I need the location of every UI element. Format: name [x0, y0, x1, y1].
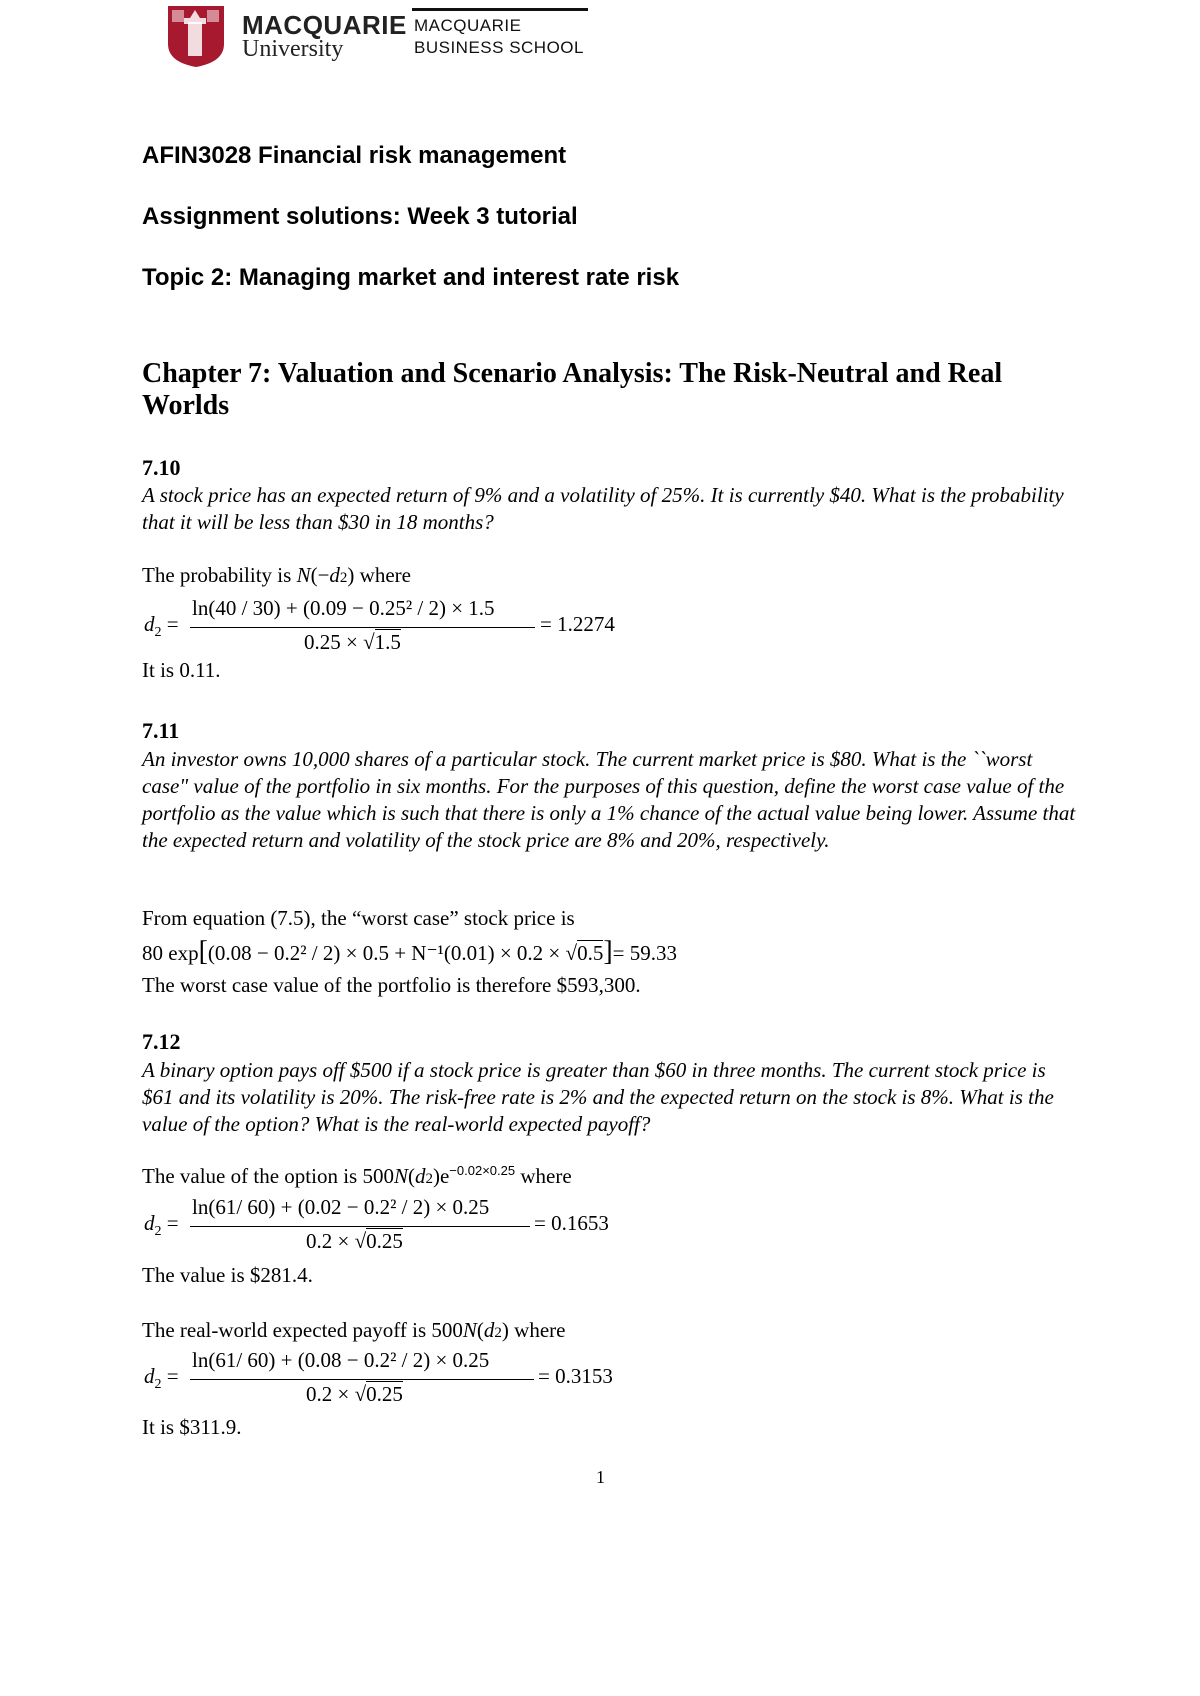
- answer-conclusion: It is $311.9.: [142, 1415, 242, 1439]
- bracket-close: ]: [603, 936, 613, 967]
- question-text: A stock price has an expected return of 9% and a volatility of 25%. It is currently $40. What is the probability that it will be less than $30 in 18 months?: [142, 483, 1064, 534]
- real-world-intro: The real-world expected payoff is 500N(d2) where: [142, 1318, 566, 1342]
- school-logo-rule: [412, 8, 588, 11]
- equation-numerator: ln(61/ 60) + (0.02 − 0.2² / 2) × 0.25: [192, 1195, 490, 1219]
- fraction-bar: [190, 1226, 530, 1227]
- fraction-bar: [190, 1379, 534, 1380]
- equation-numerator: ln(40 / 30) + (0.09 − 0.25² / 2) × 1.5: [192, 596, 495, 620]
- question-number: 7.10: [142, 455, 181, 480]
- equation-denominator: 0.2 × √0.25: [306, 1229, 403, 1253]
- question-text: An investor owns 10,000 shares of a particular stock. The current market price is $80. What is the ``worst case" value of the portfolio in six months. For the purposes of this question, define the worst case value of the portfolio as the value which is such that there is only a 1% chance of the actual value being lower. Assume that the expected return and volatility of the stock price are 8% and 20%, respectively.: [142, 747, 1076, 852]
- question-text: A binary option pays off $500 if a stock price is greater than $60 in three months. The current stock price is $61 and its volatility is 20%. The risk-free rate is 2% and the expected return on the stock is 8%. What is the value of the option? What is the real-world expected payoff?: [142, 1058, 1054, 1136]
- equation-lhs: $d_2$ =: [144, 1211, 179, 1240]
- equation-d2-real: [142, 1348, 642, 1410]
- sqrt-icon: √: [363, 630, 375, 654]
- school-name-line1: MACQUARIE: [414, 16, 522, 35]
- course-title: AFIN3028 Financial risk management: [142, 142, 567, 169]
- equation-denominator: 0.2 × √0.25: [306, 1382, 403, 1406]
- equation-lhs: $d_2$ =: [144, 1364, 179, 1393]
- university-name-line1: MACQUARIE: [242, 10, 407, 40]
- equation-result: = 0.3153: [538, 1364, 613, 1388]
- assignment-title: Assignment solutions: Week 3 tutorial: [142, 203, 578, 230]
- sqrt-icon: √: [354, 1382, 367, 1406]
- answer-conclusion: It is 0.11.: [142, 658, 221, 682]
- university-crest-icon: [166, 4, 226, 68]
- sqrt-icon: √: [354, 1229, 367, 1253]
- equation-d2: [142, 1195, 642, 1257]
- equation-worst-case: 80 exp[(0.08 − 0.2² / 2) × 0.5 + N⁻¹(0.01) × 0.2 × √0.5]= 59.33: [142, 936, 677, 967]
- equation-denominator: 0.25 × √1.5: [304, 630, 401, 654]
- equation-d2: [142, 596, 642, 658]
- topic-title: Topic 2: Managing market and interest rate risk: [142, 264, 680, 291]
- answer-intro: The probability is N(−d2) where: [142, 563, 411, 587]
- equation-lhs: $d_2$ =: [144, 612, 179, 641]
- answer-conclusion: The worst case value of the portfolio is therefore $593,300.: [142, 973, 641, 997]
- answer-intro: The value of the option is $500N(d2)e^{-0.02\times 0.25}$ where: [142, 1163, 572, 1188]
- question-number: 7.11: [142, 718, 180, 743]
- chapter-heading: Chapter 7: Valuation and Scenario Analysis: The Risk-Neutral and Real Worlds: [142, 358, 1003, 421]
- university-name-line2: University: [242, 36, 344, 62]
- equation-result: = 1.2274: [540, 612, 615, 636]
- school-name-line2: BUSINESS SCHOOL: [414, 38, 584, 57]
- fraction-bar: [190, 627, 535, 628]
- question-number: 7.12: [142, 1029, 181, 1054]
- answer-intro: From equation (7.5), the “worst case” stock price is: [142, 906, 575, 930]
- sqrt-icon: √: [565, 941, 578, 965]
- page-number: 1: [596, 1467, 605, 1487]
- equation-numerator: ln(61/ 60) + (0.08 − 0.2² / 2) × 0.25: [192, 1348, 490, 1372]
- equation-result: = 0.1653: [534, 1211, 609, 1235]
- business-school-logo: [412, 8, 592, 60]
- bracket-open: [: [198, 936, 208, 967]
- macquarie-university-logo: [166, 4, 407, 68]
- option-value-line: The value is $281.4.: [142, 1263, 313, 1287]
